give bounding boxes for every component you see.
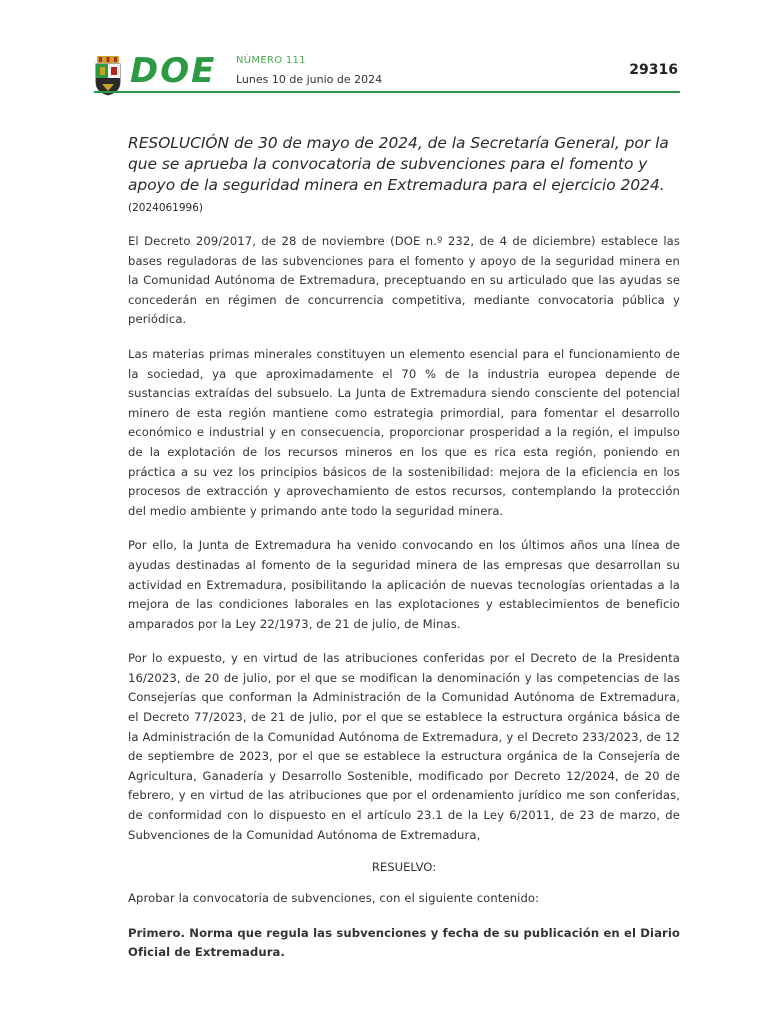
paragraph-4: Por lo expuesto, y en virtud de las atribuciones conferidas por el Decreto de la Presidenta 16/2023, de 20 de julio, por el que se modifican la denominación y las competencias de las Consejerías que conforman la Administración de la Comunidad Autónoma de Extremadura, el Decreto 77/2023, de 21 de julio, por el que se establece la estructura orgánica básica de la Administración de la Comunidad Autónoma de Extremadura, y el Decreto 233/2023, de 12 de septiembre de 2023, por el que se establece la estructura orgánica de la Consejería de Agricultura, Ganadería y Desarrollo Sostenible, modificado por Decreto 12/2024, de 20 de febrero, y en virtud de las atribuciones que por el ordenamiento jurídico me son conferidas, de conformidad con lo dispuesto en el artículo 23.1 de la Ley 6/2011, de 23 de marzo, de Subvenciones de la Comunidad Autónoma de Extremadura, [128, 651, 680, 842]
resuelvo-heading: RESUELVO: [371, 860, 437, 875]
paragraph-3: Por ello, la Junta de Extremadura ha venido convocando en los últimos años una línea de ayudas destinadas al fomento de la seguridad minera de las empresas que desarrollan su actividad en Extremadura, posibilitando la aplicación de nuevas tecnologías orientadas a la mejora de las condiciones laborales en las explotaciones y establecimientos de beneficio amparados por la Ley 22/1973, de 21 de julio, de Minas. [128, 538, 680, 631]
header-rule [94, 91, 680, 93]
issue-number: NÚMERO 111 [236, 55, 306, 66]
page-header [94, 52, 680, 94]
intro-paragraph: Aprobar la convocatoria de subvenciones, con el siguiente contenido: [128, 891, 540, 906]
paragraph-1: El Decreto 209/2017, de 28 de noviembre (DOE n.º 232, de 4 de diciembre) establece las bases reguladoras de las subvenciones para el fomento y apoyo de la seguridad minera en la Comunidad Autónoma de Extremadura, preceptuando en su articulado que las ayudas se concederán en régimen de concurrencia competitiva, mediante convocatoria pública y periódica. [128, 234, 680, 327]
resolution-title [128, 133, 680, 219]
doe-logo: DOE [130, 51, 217, 91]
paragraph-2: Las materias primas minerales constituyen un elemento esencial para el funcionamiento de la sociedad, ya que aproximadamente el 70 % de la industria europea depende de sustancias extraídas del subsuelo. La Junta de Extremadura siendo consciente del potencial minero de esta región mantiene como estrategia primordial, para fomentar el desarrollo económico e industrial y en consecuencia, proporcionar prosperidad a la región, el impulso de la explotación de los recursos mineros en los que es rica esta región, poniendo en práctica a su vez los principios básicos de la sostenibilidad: mejora de la eficiencia en los procesos de extracción y aprovechamiento de estos recursos, contemplando la protección del medio ambiente y primando ante todo la seguridad minera. [128, 346, 680, 518]
title-text: RESOLUCIÓN de 30 de mayo de 2024, de la Secretaría General, por la que se aprueba la convocatoria de subvenciones para el fomento y apoyo de la seguridad minera en Extremadura para el ejercicio 2024. [128, 134, 669, 194]
document-code: (2024061996) [128, 202, 203, 214]
issue-date: Lunes 10 de junio de 2024 [236, 73, 383, 86]
coat-of-arms-icon [94, 56, 122, 96]
document-body [128, 133, 680, 978]
page-number: 29316 [629, 62, 678, 78]
section-heading: Primero. Norma que regula las subvenciones y fecha de su publicación en el Diario Oficial de Extremadura. [128, 925, 680, 960]
